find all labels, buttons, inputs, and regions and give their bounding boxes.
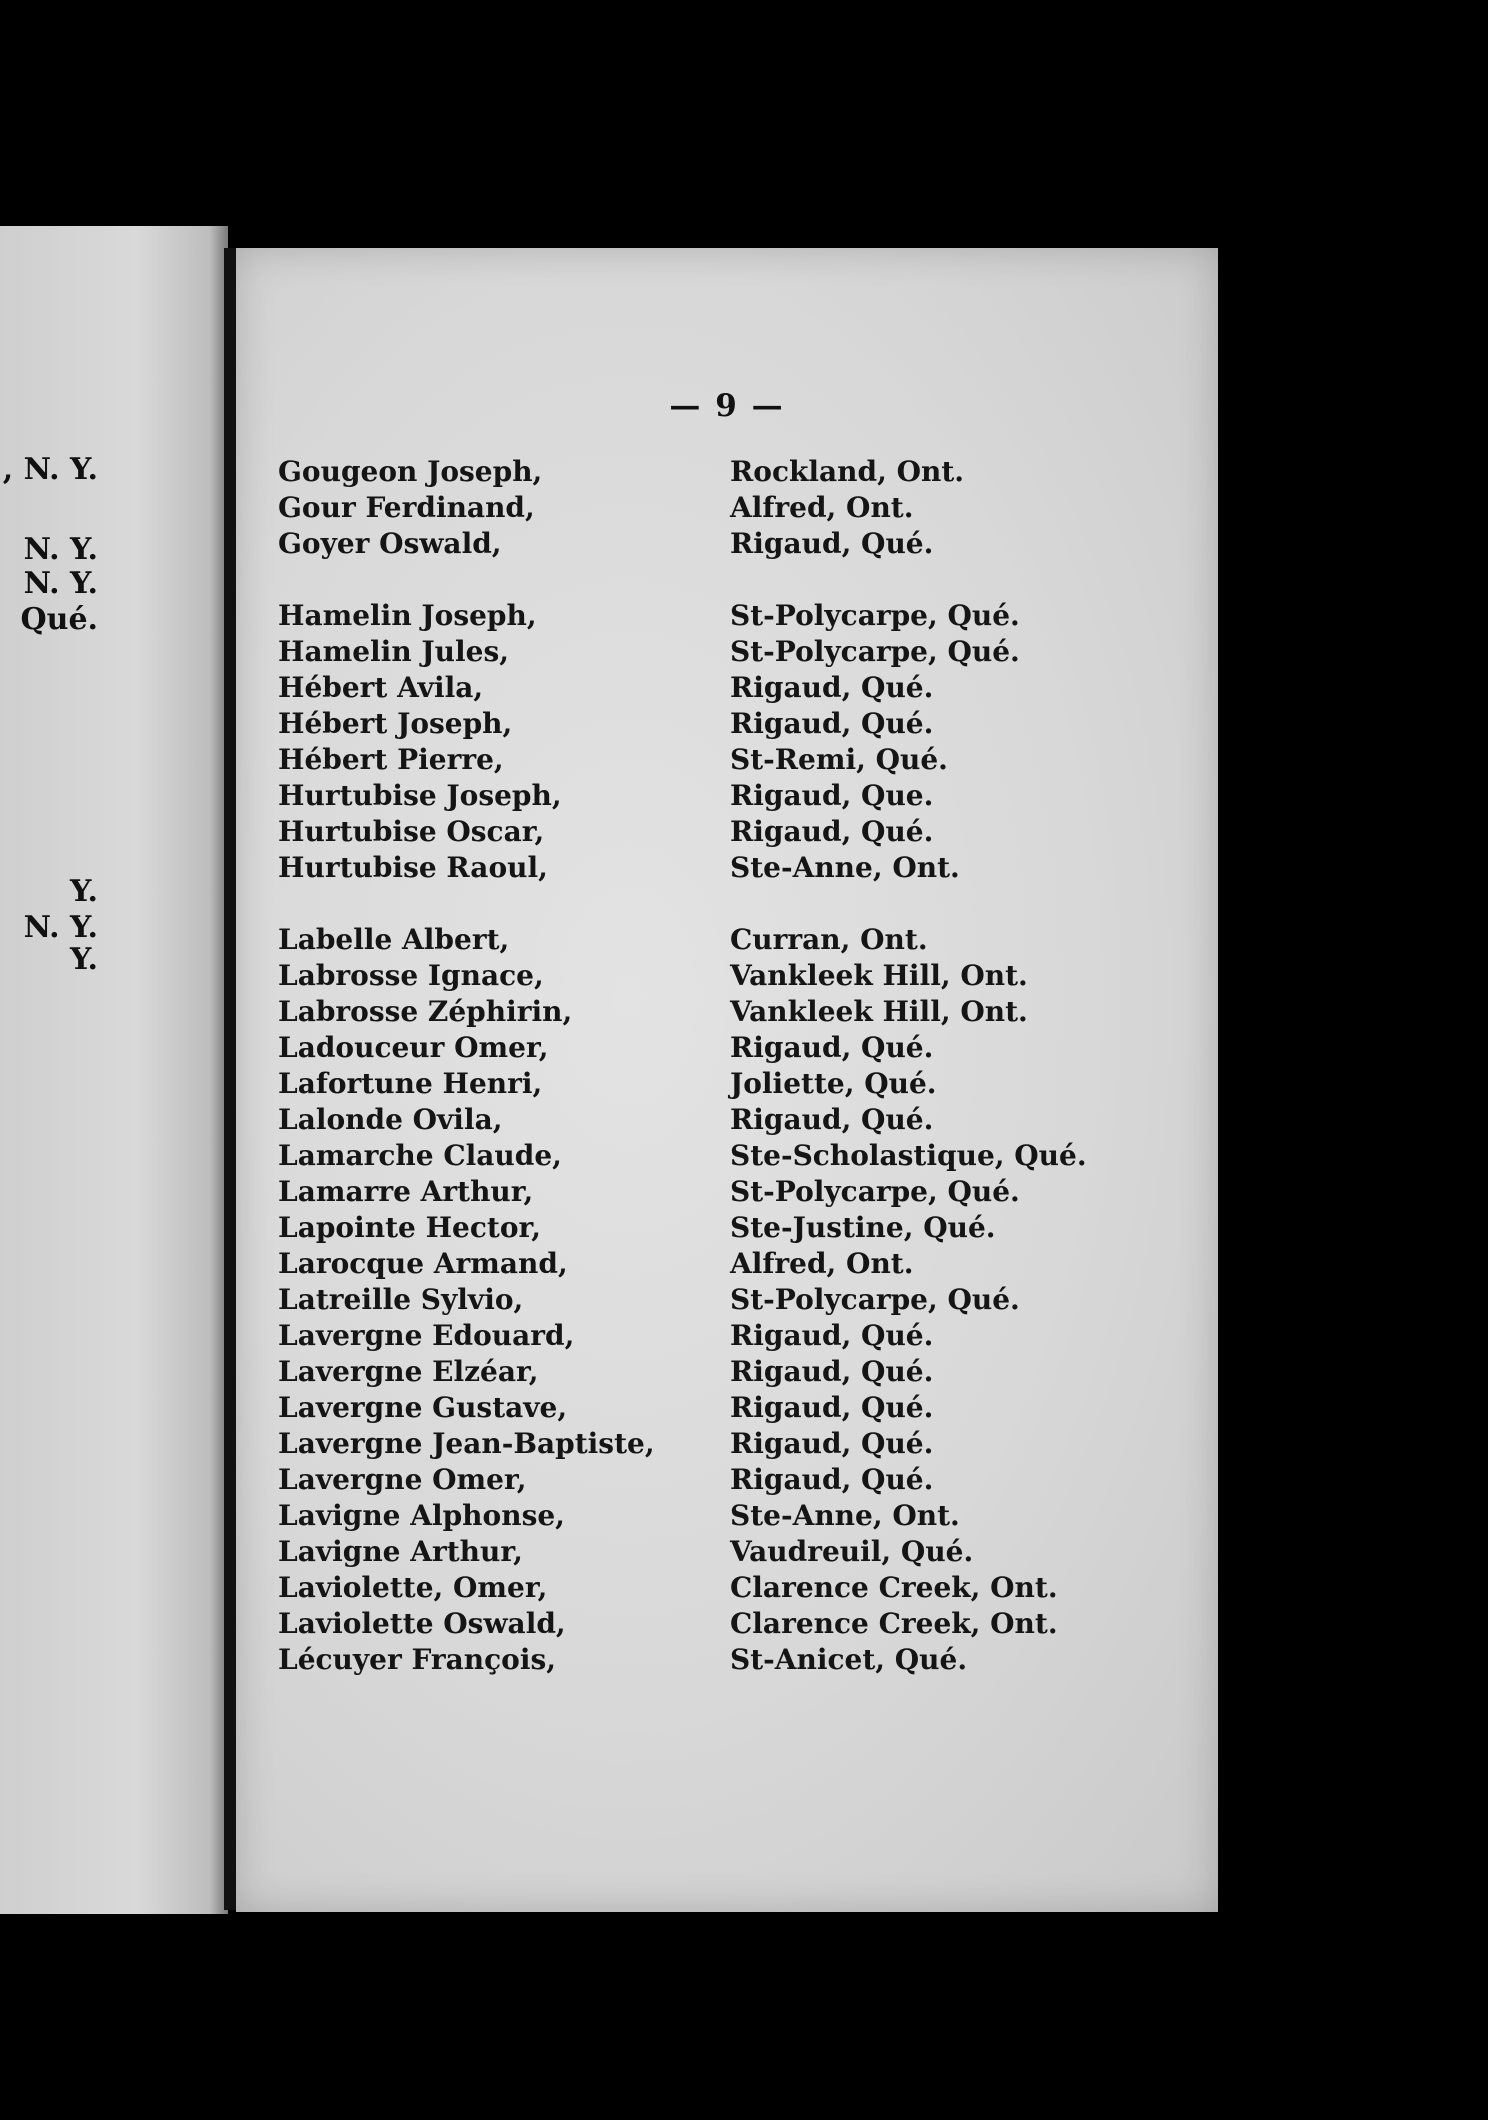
place-of-origin: Alfred, Ont. <box>730 1247 914 1280</box>
place-of-origin: Clarence Creek, Ont. <box>730 1607 1058 1640</box>
left-page-text: Y. <box>70 874 98 909</box>
person-name: Laviolette Oswald, <box>278 1607 566 1640</box>
person-name: Labrosse Zéphirin, <box>278 995 573 1028</box>
list-item <box>236 1066 1218 1102</box>
person-name: Lapointe Hector, <box>278 1211 541 1244</box>
person-name: Latreille Sylvio, <box>278 1283 524 1316</box>
place-of-origin: Ste-Scholastique, Qué. <box>730 1139 1087 1172</box>
list-item <box>236 814 1218 850</box>
list-item <box>236 634 1218 670</box>
person-name: Laviolette, Omer, <box>278 1571 548 1604</box>
person-name: Hébert Pierre, <box>278 743 504 776</box>
place-of-origin: Rigaud, Qué. <box>730 1031 934 1064</box>
person-name: Goyer Oswald, <box>278 527 502 560</box>
left-page-text: N. Y. <box>23 566 98 601</box>
page <box>236 248 1218 1912</box>
place-of-origin: Rigaud, Qué. <box>730 671 934 704</box>
list-item <box>236 994 1218 1030</box>
place-of-origin: Alfred, Ont. <box>730 491 914 524</box>
list-item <box>236 526 1218 562</box>
place-of-origin: Rigaud, Qué. <box>730 1391 934 1424</box>
list-item <box>236 1282 1218 1318</box>
list-item <box>236 1318 1218 1354</box>
place-of-origin: Rigaud, Que. <box>730 779 934 812</box>
list-item <box>236 598 1218 634</box>
list-item <box>236 670 1218 706</box>
person-name: Lamarre Arthur, <box>278 1175 534 1208</box>
list-item <box>236 1498 1218 1534</box>
person-name: Lavigne Arthur, <box>278 1535 523 1568</box>
person-name: Lavergne Omer, <box>278 1463 527 1496</box>
person-name: Lamarche Claude, <box>278 1139 562 1172</box>
person-name: Lavergne Jean-Baptiste, <box>278 1427 655 1460</box>
left-page-text: Qué. <box>20 602 98 637</box>
place-of-origin: Rigaud, Qué. <box>730 1427 934 1460</box>
person-name: Lécuyer François, <box>278 1643 557 1676</box>
list-item <box>236 1030 1218 1066</box>
person-name: Labrosse Ignace, <box>278 959 544 992</box>
list-item <box>236 742 1218 778</box>
person-name: Gougeon Joseph, <box>278 455 543 488</box>
place-of-origin: Vankleek Hill, Ont. <box>730 995 1028 1028</box>
left-page-text: N. Y. <box>23 910 98 945</box>
place-of-origin: St-Polycarpe, Qué. <box>730 1175 1020 1208</box>
person-name: Lavigne Alphonse, <box>278 1499 565 1532</box>
person-name: Lavergne Edouard, <box>278 1319 575 1352</box>
list-item <box>236 706 1218 742</box>
list-item <box>236 1138 1218 1174</box>
left-page-text: , N. Y. <box>2 452 98 487</box>
list-item <box>236 922 1218 958</box>
person-name: Hébert Joseph, <box>278 707 513 740</box>
place-of-origin: Clarence Creek, Ont. <box>730 1571 1058 1604</box>
list-item <box>236 1426 1218 1462</box>
person-name: Hurtubise Joseph, <box>278 779 562 812</box>
list-item <box>236 778 1218 814</box>
place-of-origin: Vankleek Hill, Ont. <box>730 959 1028 992</box>
person-name: Hamelin Joseph, <box>278 599 537 632</box>
left-page-text: N. Y. <box>23 532 98 567</box>
person-name: Hurtubise Oscar, <box>278 815 545 848</box>
list-item <box>236 1642 1218 1678</box>
list-item <box>236 850 1218 886</box>
place-of-origin: Ste-Anne, Ont. <box>730 851 960 884</box>
place-of-origin: Rigaud, Qué. <box>730 815 934 848</box>
list-item <box>236 1210 1218 1246</box>
person-name: Ladouceur Omer, <box>278 1031 549 1064</box>
page-number: — 9 — <box>669 388 785 424</box>
person-name: Labelle Albert, <box>278 923 510 956</box>
place-of-origin: Vaudreuil, Qué. <box>730 1535 974 1568</box>
place-of-origin: Rockland, Ont. <box>730 455 965 488</box>
left-page-text: Y. <box>70 942 98 977</box>
person-name: Lavergne Gustave, <box>278 1391 568 1424</box>
place-of-origin: Rigaud, Qué. <box>730 1103 934 1136</box>
list-item <box>236 1570 1218 1606</box>
place-of-origin: Ste-Anne, Ont. <box>730 1499 960 1532</box>
place-of-origin: Curran, Ont. <box>730 923 928 956</box>
list-item <box>236 1462 1218 1498</box>
place-of-origin: St-Anicet, Qué. <box>730 1643 968 1676</box>
list-item <box>236 1534 1218 1570</box>
place-of-origin: Rigaud, Qué. <box>730 1463 934 1496</box>
left-page-fragment <box>0 226 228 1914</box>
list-item <box>236 1354 1218 1390</box>
list-item <box>236 1606 1218 1642</box>
place-of-origin: Ste-Justine, Qué. <box>730 1211 996 1244</box>
person-name: Hamelin Jules, <box>278 635 509 668</box>
list-item <box>236 454 1218 490</box>
list-item <box>236 958 1218 994</box>
place-of-origin: St-Polycarpe, Qué. <box>730 1283 1020 1316</box>
place-of-origin: Joliette, Qué. <box>730 1067 937 1100</box>
place-of-origin: Rigaud, Qué. <box>730 1355 934 1388</box>
person-name: Lavergne Elzéar, <box>278 1355 539 1388</box>
person-name: Lafortune Henri, <box>278 1067 543 1100</box>
list-item <box>236 1390 1218 1426</box>
place-of-origin: St-Polycarpe, Qué. <box>730 635 1020 668</box>
place-of-origin: St-Polycarpe, Qué. <box>730 599 1020 632</box>
list-item <box>236 1246 1218 1282</box>
person-name: Lalonde Ovila, <box>278 1103 503 1136</box>
person-name: Hurtubise Raoul, <box>278 851 548 884</box>
list-item <box>236 1102 1218 1138</box>
person-name: Hébert Avila, <box>278 671 484 704</box>
place-of-origin: Rigaud, Qué. <box>730 1319 934 1352</box>
list-item <box>236 490 1218 526</box>
place-of-origin: Rigaud, Qué. <box>730 527 934 560</box>
person-name: Gour Ferdinand, <box>278 491 535 524</box>
person-name: Larocque Armand, <box>278 1247 568 1280</box>
list-item <box>236 1174 1218 1210</box>
place-of-origin: St-Remi, Qué. <box>730 743 948 776</box>
place-of-origin: Rigaud, Qué. <box>730 707 934 740</box>
